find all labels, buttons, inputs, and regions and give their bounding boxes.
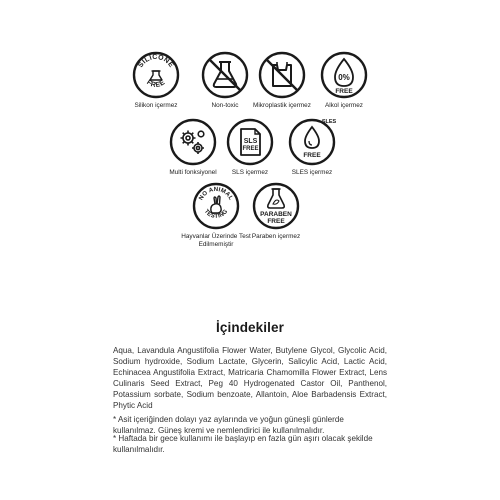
sles-drop-icon — [287, 117, 337, 167]
ingredients-heading: İçindekiler — [216, 320, 284, 335]
ring-top-text: SILICONE — [137, 53, 175, 70]
drop-zero-percent-icon — [319, 50, 369, 100]
badge-caption: Mikroplastik içermez — [253, 102, 311, 109]
badge-paraben-free — [240, 181, 312, 241]
badge-sles-free — [276, 117, 348, 177]
badge-value-text: PARABEN — [260, 211, 292, 218]
ring-bottom-text: TESTING — [202, 208, 230, 220]
usage-note: * Asit içeriğinden dolayı yaz aylarında ve yoğun güneşli günlerde kullanılmaz. Güneş kremi ve nemlendirici ile kullanılmalıdır. — [113, 415, 344, 435]
plastic-bag-crossed-icon — [257, 50, 307, 100]
gears-icon — [168, 117, 218, 167]
badge-caption: SLS içermez — [231, 169, 269, 176]
ingredients-list: Aqua, Lavandula Angustifolia Flower Water, Butylene Glycol, Glycolic Acid, Sodium hydroxide, Sodium Lactate, Glycerin, Salicylic Acid, Lactic Acid, Echinacea Angustifolia Extract, Matricaria Chamomilla Flower Extract, Lens Culinaris Seed Extract, Peg 40 Hydrogenated Castor Oil, Panthenol, Potassium sorbate, Sodium benzoate, Allantoin, Aloe Barbadensis Extract, Phytic Acid — [113, 346, 387, 410]
flask-crossed-icon — [200, 50, 250, 100]
badge-sub-text: FREE — [335, 88, 353, 95]
badge-sub-text: FREE — [267, 218, 285, 225]
badge-value-text: SLES — [321, 119, 337, 125]
ring-top-text: NO ANIMAL — [198, 186, 234, 202]
badge-caption: Paraben içermez — [251, 233, 301, 240]
badge-sub-text: FREE — [242, 146, 259, 152]
badge-caption: Alkol içermez — [325, 102, 363, 109]
ring-bottom-text: FREE — [145, 78, 167, 90]
silicone-free-icon — [131, 50, 181, 100]
badge-caption: Silikon içermez — [134, 102, 178, 109]
badge-caption: Hayvanlar Üzerinde Test Edilmemiştir — [181, 233, 251, 248]
rabbit-icon — [191, 181, 241, 231]
badge-caption: Non-toxic — [211, 102, 239, 109]
badge-sub-text: FREE — [303, 152, 321, 159]
sls-free-tag-icon — [225, 117, 275, 167]
badge-alcohol-free — [308, 50, 380, 110]
badge-caption: Multi fonksiyonel — [169, 169, 217, 176]
paraben-flask-icon — [251, 181, 301, 231]
svg-text:TESTING — [203, 209, 230, 220]
badge-caption: SLES içermez — [291, 169, 333, 176]
badge-value-text: 0% — [338, 73, 350, 82]
usage-note: * Haftada bir gece kullanımı ile başlayıp en fazla gün aşırı olacak şekilde kullanılmalıdır. — [113, 434, 373, 454]
badge-silicone-free — [120, 50, 192, 110]
badge-value-text: SLS — [243, 138, 258, 145]
